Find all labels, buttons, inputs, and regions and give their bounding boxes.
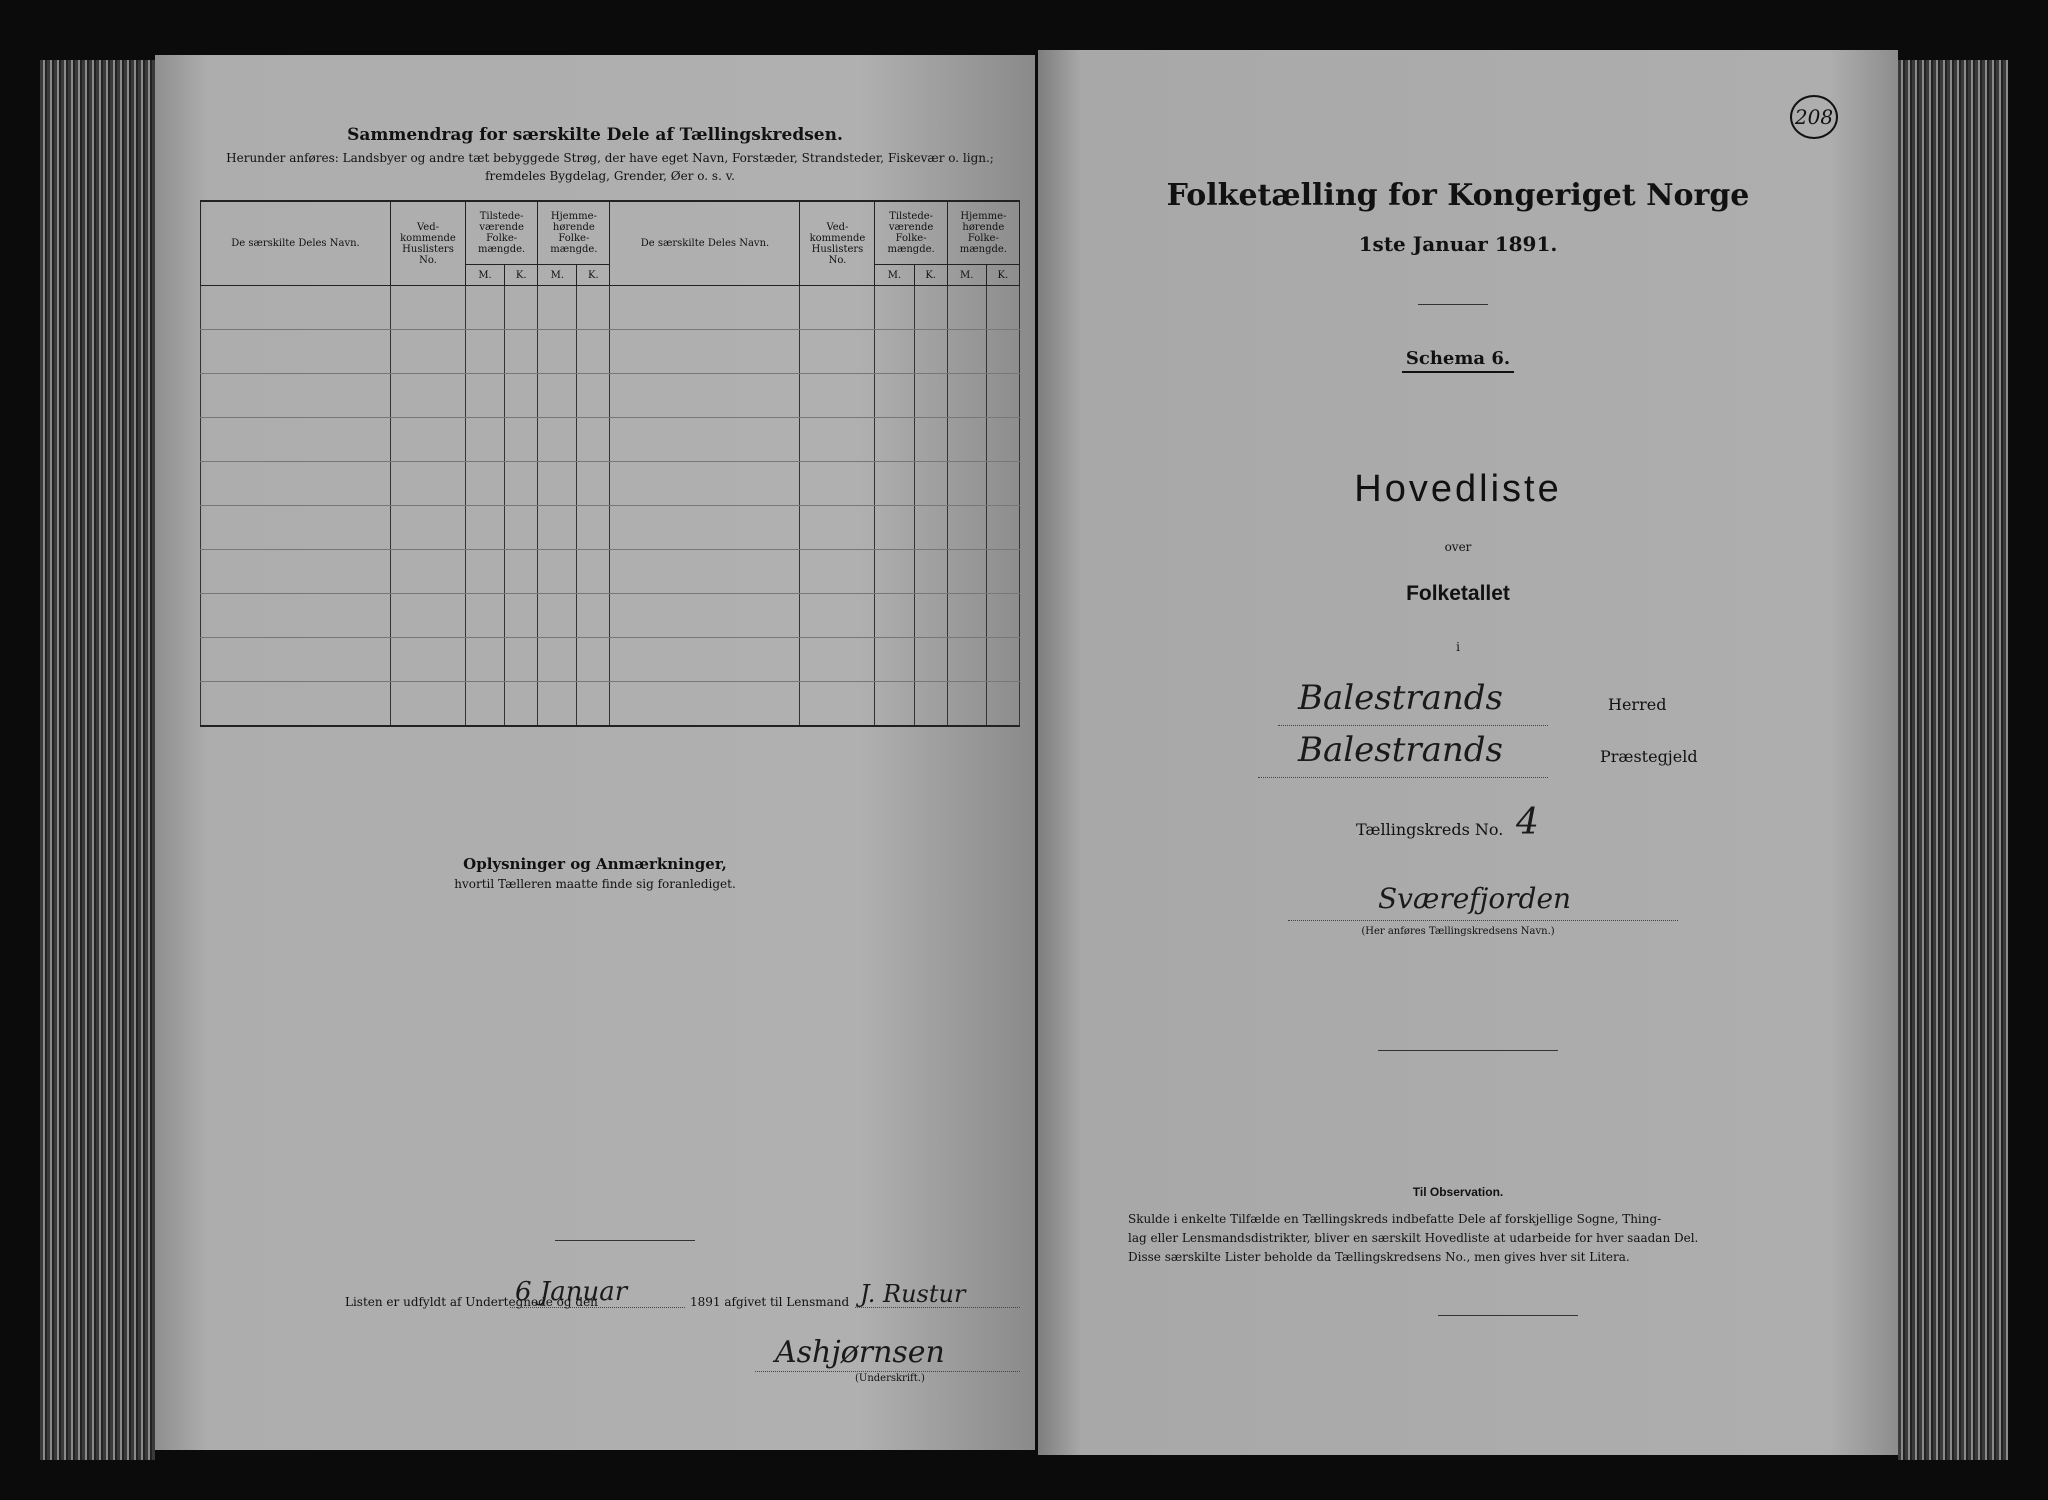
col-name-header: De særskilte Deles Navn. xyxy=(201,201,391,286)
table-cell xyxy=(875,506,914,550)
table-row xyxy=(201,594,1020,638)
table-cell xyxy=(986,374,1019,418)
table-cell xyxy=(875,638,914,682)
table-cell xyxy=(986,418,1019,462)
kreds-label: Tællingskreds No. xyxy=(1356,820,1504,839)
table-cell xyxy=(800,506,875,550)
summary-subtitle-2: fremdeles Bygdelag, Grender, Øer o. s. v. xyxy=(485,169,735,183)
table-cell xyxy=(391,594,466,638)
table-cell xyxy=(800,638,875,682)
table-cell xyxy=(610,638,800,682)
table-cell xyxy=(947,462,986,506)
table-cell xyxy=(466,462,505,506)
table-row xyxy=(201,330,1020,374)
table-cell xyxy=(800,418,875,462)
k-header: K. xyxy=(914,265,947,286)
rule-3 xyxy=(1438,1315,1578,1316)
col-tilstede-header-2: Tilstede-værende Folke-mængde. xyxy=(875,201,947,265)
table-cell xyxy=(986,550,1019,594)
table-cell xyxy=(577,638,610,682)
table-cell xyxy=(391,506,466,550)
table-cell xyxy=(875,594,914,638)
table-cell xyxy=(800,286,875,330)
table-cell xyxy=(914,330,947,374)
table-cell xyxy=(391,330,466,374)
page-number-stamp: 208 xyxy=(1790,95,1838,139)
table-cell xyxy=(577,594,610,638)
table-cell xyxy=(505,506,538,550)
col-huslister-header-2: Ved-kommende Huslisters No. xyxy=(800,201,875,286)
table-cell xyxy=(466,286,505,330)
table-row xyxy=(201,462,1020,506)
table-cell xyxy=(875,286,914,330)
table-cell xyxy=(391,374,466,418)
table-cell xyxy=(538,682,577,727)
table-cell xyxy=(875,682,914,727)
table-cell xyxy=(505,286,538,330)
table-cell xyxy=(201,550,391,594)
table-cell xyxy=(875,418,914,462)
table-cell xyxy=(610,462,800,506)
table-cell xyxy=(610,550,800,594)
observation-line-3: Disse særskilte Lister beholde da Tællingskredsens No., men gives hver sit Litera. xyxy=(1128,1250,1630,1264)
table-cell xyxy=(800,550,875,594)
table-cell xyxy=(914,374,947,418)
table-cell xyxy=(505,638,538,682)
table-cell xyxy=(914,462,947,506)
table-cell xyxy=(538,286,577,330)
herred-value: Balestrands xyxy=(1298,678,1503,718)
table-row xyxy=(201,506,1020,550)
table-cell xyxy=(505,550,538,594)
table-cell xyxy=(875,374,914,418)
table-cell xyxy=(914,418,947,462)
col-hjemme-header-2: Hjemme-hørende Folke-mængde. xyxy=(947,201,1019,265)
rule-2 xyxy=(1378,1050,1558,1051)
table-cell xyxy=(466,550,505,594)
col-name-header-2: De særskilte Deles Navn. xyxy=(610,201,800,286)
table-row xyxy=(201,638,1020,682)
table-cell xyxy=(947,330,986,374)
table-cell xyxy=(610,286,800,330)
table-cell xyxy=(914,638,947,682)
signature-line xyxy=(755,1371,1020,1372)
remarks-subtitle: hvortil Tælleren maatte finde sig foranlediget. xyxy=(454,877,736,891)
summary-table xyxy=(200,200,1020,727)
table-cell xyxy=(610,594,800,638)
summary-subtitle-1: Herunder anføres: Landsbyer og andre tæt bebyggede Strøg, der have eget Navn, Forstæder, Strandsteder, Fiskevær o. lign.; xyxy=(226,151,994,165)
kreds-name: Sværefjorden xyxy=(1378,882,1572,915)
table-cell xyxy=(610,418,800,462)
table-cell xyxy=(875,462,914,506)
table-cell xyxy=(947,374,986,418)
i-text: i xyxy=(1456,640,1460,654)
col-tilstede-header: Tilstede-værende Folke-mængde. xyxy=(466,201,538,265)
col-huslister-header: Ved-kommende Huslisters No. xyxy=(391,201,466,286)
praestegjeld-line xyxy=(1258,777,1548,778)
table-cell xyxy=(201,330,391,374)
k-header: K. xyxy=(577,265,610,286)
table-cell xyxy=(201,638,391,682)
table-row xyxy=(201,286,1020,330)
book-edge-left xyxy=(40,60,155,1460)
table-cell xyxy=(610,330,800,374)
table-cell xyxy=(947,550,986,594)
summary-title: Sammendrag for særskilte Dele af Tællingskredsen. xyxy=(347,125,843,145)
table-cell xyxy=(466,330,505,374)
hovedliste-heading: Hovedliste xyxy=(1354,468,1562,510)
table-cell xyxy=(201,418,391,462)
kreds-note: (Her anføres Tællingskredsens Navn.) xyxy=(1361,926,1555,937)
table-cell xyxy=(201,506,391,550)
signature: Ashjørnsen xyxy=(775,1335,945,1370)
over-text: over xyxy=(1444,540,1472,554)
table-cell xyxy=(505,462,538,506)
table-cell xyxy=(391,286,466,330)
table-cell xyxy=(610,506,800,550)
table-cell xyxy=(201,286,391,330)
praestegjeld-label: Præstegjeld xyxy=(1600,747,1698,766)
herred-label: Herred xyxy=(1608,695,1667,714)
k-header: K. xyxy=(986,265,1019,286)
table-cell xyxy=(577,682,610,727)
table-cell xyxy=(505,330,538,374)
table-row xyxy=(201,418,1020,462)
table-cell xyxy=(986,638,1019,682)
table-cell xyxy=(947,506,986,550)
lensmand-line xyxy=(855,1307,1020,1308)
table-cell xyxy=(201,682,391,727)
table-cell xyxy=(800,374,875,418)
table-cell xyxy=(577,374,610,418)
schema-label xyxy=(1098,348,1818,369)
signature-label: (Underskrift.) xyxy=(855,1373,925,1384)
table-cell xyxy=(914,682,947,727)
praestegjeld-value: Balestrands xyxy=(1298,730,1503,770)
table-cell xyxy=(947,418,986,462)
schema-text: Schema 6. xyxy=(1402,348,1514,373)
table-cell xyxy=(391,418,466,462)
table-cell xyxy=(201,462,391,506)
table-cell xyxy=(800,330,875,374)
table-cell xyxy=(800,682,875,727)
m-header: M. xyxy=(466,265,505,286)
table-cell xyxy=(800,462,875,506)
footer-date: 6 Januar xyxy=(515,1277,628,1307)
observation-title: Til Observation. xyxy=(1412,1185,1504,1199)
table-cell xyxy=(914,506,947,550)
table-cell xyxy=(986,286,1019,330)
table-cell xyxy=(505,418,538,462)
table-row xyxy=(201,682,1020,727)
table-cell xyxy=(538,506,577,550)
k-header: K. xyxy=(505,265,538,286)
table-cell xyxy=(800,594,875,638)
table-row xyxy=(201,374,1020,418)
m-header: M. xyxy=(947,265,986,286)
table-cell xyxy=(466,418,505,462)
table-cell xyxy=(986,682,1019,727)
table-cell xyxy=(538,330,577,374)
table-cell xyxy=(986,330,1019,374)
table-cell xyxy=(947,682,986,727)
table-cell xyxy=(538,550,577,594)
table-cell xyxy=(201,594,391,638)
table-cell xyxy=(577,330,610,374)
table-cell xyxy=(538,418,577,462)
table-cell xyxy=(914,550,947,594)
table-cell xyxy=(391,550,466,594)
table-cell xyxy=(610,374,800,418)
observation-line-2: lag eller Lensmandsdistrikter, bliver en særskilt Hovedliste at udarbeide for hver saadan Del. xyxy=(1128,1231,1699,1245)
separator-rule xyxy=(555,1240,695,1241)
table-cell xyxy=(577,506,610,550)
folketallet-heading: Folketallet xyxy=(1406,582,1510,605)
kreds-number: 4 xyxy=(1516,802,1539,843)
table-cell xyxy=(466,638,505,682)
table-cell xyxy=(538,374,577,418)
table-cell xyxy=(947,638,986,682)
kreds-name-line xyxy=(1288,920,1678,921)
census-date: 1ste Januar 1891. xyxy=(1358,232,1558,256)
table-cell xyxy=(610,682,800,727)
book-edge-right xyxy=(1898,60,2008,1460)
table-cell xyxy=(505,374,538,418)
table-cell xyxy=(466,594,505,638)
table-cell xyxy=(466,506,505,550)
table-cell xyxy=(986,462,1019,506)
table-cell xyxy=(538,594,577,638)
table-cell xyxy=(577,550,610,594)
table-row xyxy=(201,550,1020,594)
table-cell xyxy=(201,374,391,418)
table-cell xyxy=(505,594,538,638)
table-cell xyxy=(505,682,538,727)
table-cell xyxy=(391,462,466,506)
table-cell xyxy=(947,594,986,638)
table-cell xyxy=(577,286,610,330)
census-title: Folketælling for Kongeriget Norge xyxy=(1166,178,1750,213)
remarks-title: Oplysninger og Anmærkninger, xyxy=(463,855,727,873)
table-cell xyxy=(875,330,914,374)
table-cell xyxy=(914,286,947,330)
table-cell xyxy=(914,594,947,638)
m-header: M. xyxy=(538,265,577,286)
left-page xyxy=(155,55,1035,1450)
table-cell xyxy=(947,286,986,330)
right-page xyxy=(1038,50,1898,1455)
table-cell xyxy=(538,462,577,506)
col-hjemme-header: Hjemme-hørende Folke-mængde. xyxy=(538,201,610,265)
table-cell xyxy=(577,418,610,462)
table-cell xyxy=(466,682,505,727)
table-cell xyxy=(538,638,577,682)
table-cell xyxy=(986,506,1019,550)
table-cell xyxy=(577,462,610,506)
date-line xyxy=(510,1307,685,1308)
summary-table-body xyxy=(201,286,1020,727)
herred-line xyxy=(1278,725,1548,726)
table-cell xyxy=(391,682,466,727)
table-cell xyxy=(986,594,1019,638)
footer-year: 1891 afgivet til Lensmand xyxy=(690,1295,850,1309)
footer-lensmand: J. Rustur xyxy=(860,1280,966,1308)
observation-line-1: Skulde i enkelte Tilfælde en Tællingskreds indbefatte Dele af forskjellige Sogne, Thing- xyxy=(1128,1212,1662,1226)
table-cell xyxy=(466,374,505,418)
table-cell xyxy=(391,638,466,682)
footer-prefix: Listen er udfyldt af Undertegnede og den xyxy=(345,1295,598,1309)
rule-1 xyxy=(1418,304,1488,305)
table-cell xyxy=(875,550,914,594)
m-header: M. xyxy=(875,265,914,286)
